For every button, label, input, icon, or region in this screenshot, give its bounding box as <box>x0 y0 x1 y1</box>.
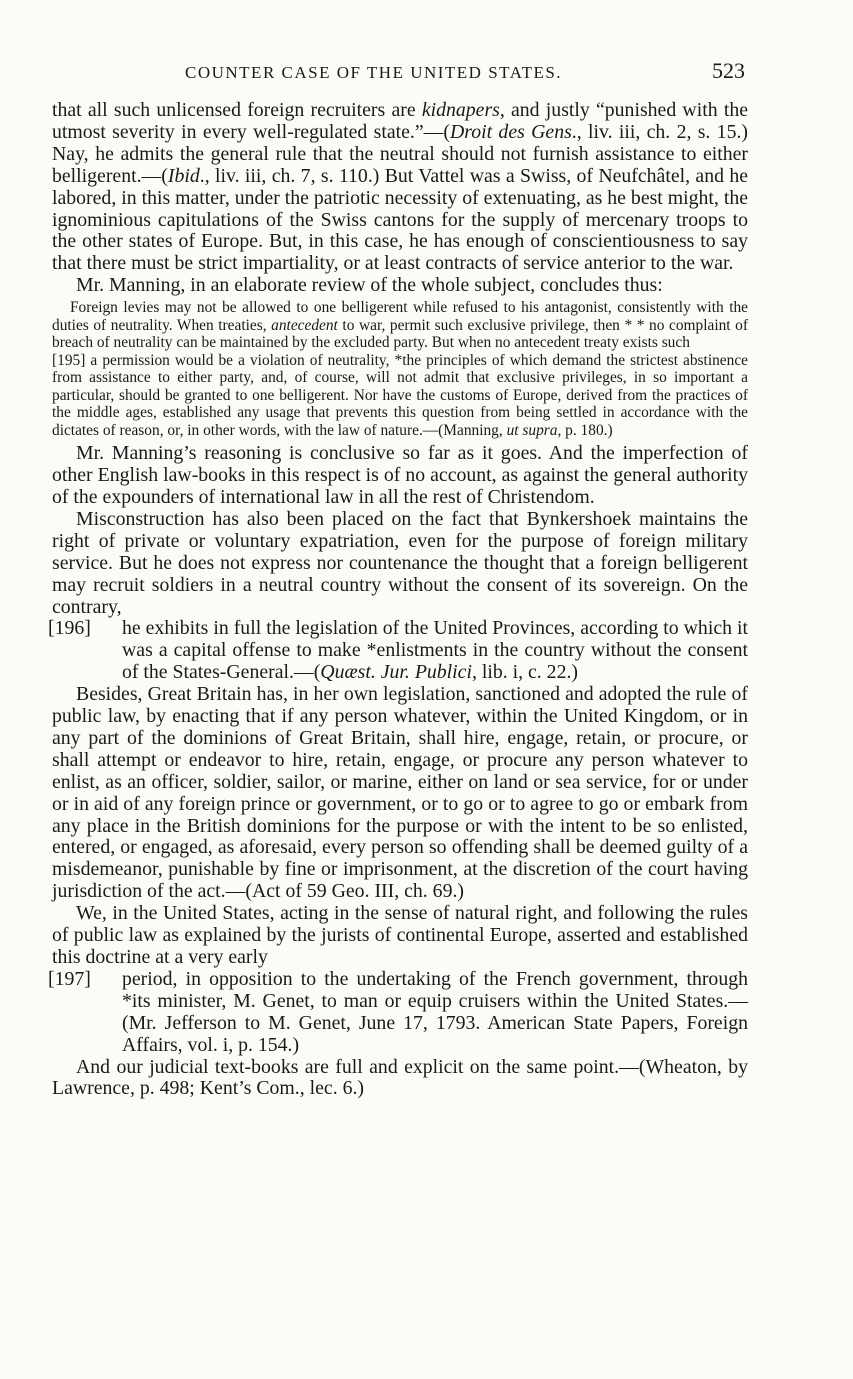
body-text <box>48 99 749 1100</box>
paragraph-united-states-continued: [197] period, in opposition to the undertaking of the French government, through *its minister, M. Genet, to man or equip cruisers within the United States.—(Mr. Jefferson to M. Genet, June 17, 1793. American State Papers, Foreign Affairs, vol. i, p. 154.) <box>48 967 748 1056</box>
paragraph-united-states: We, in the United States, acting in the sense of natural right, and following the rules of public law as explained by the jurists of continental Europe, asserted and established this doctrine at a very early <box>52 902 748 968</box>
margin-number-196: [196] <box>48 617 91 640</box>
page-number: 523 <box>712 58 745 83</box>
running-head <box>0 58 853 88</box>
margin-number-195: [195] <box>52 351 86 369</box>
margin-number-197: [197] <box>48 967 91 990</box>
running-head-title: COUNTER CASE OF THE UNITED STATES. <box>185 63 563 82</box>
paragraph-great-britain: Besides, Great Britain has, in her own legislation, sanctioned and adopted the rule of public law, by enacting that if any person whatever, within the United Kingdom, or in any part of the dominions of Great Britain, shall hire, engage, retain, or procure, or shall attempt or endeavor to hire, retain, engage, or procure any person whatever to enlist, as an officer, soldier, sailor, or marine, either on land or sea service, for or under or in aid of any foreign prince or government, or to go or to agree to go or embark from any place in the British dominions for the purpose or with the intent to be so enlisted, entered, or engaged, as aforesaid, every person so offending shall be deemed guilty of a misdemeanor, punishable by fine or imprisonment, at the discretion of the court having jurisdiction of the act.—(Act of 59 Geo. III, ch. 69.) <box>52 683 748 903</box>
paragraph-manning-intro: Mr. Manning, in an elaborate review of the whole subject, concludes thus: <box>76 274 663 297</box>
paragraph-bynkershoek: Misconstruction has also been placed on the fact that Bynkershoek maintains the right of private or voluntary expatriation, even for the purpose of foreign military service. But he does not express nor countenance the thought that a foreign belligerent may recruit soldiers in a neutral country without the consent of its sovereign. On the contrary, <box>52 507 748 618</box>
paragraph-vattel: that all such unlicensed foreign recruiters are kidnapers, and justly “punished with the utmost severity in every well-regulated state.”—(Droit des Gens., liv. iii, ch. 2, s. 15.) Nay, he admits the general rule that the neutral should not furnish assistance to either belligerent.—(Ibid., liv. iii, ch. 7, s. 110.) But Vattel was a Swiss, of Neufchâtel, and he labored, in this matter, under the patriotic necessity of extenuating, as he best might, the ignominious capitulations of the Swiss cantons for the supply of mercenary troops to the other states of Europe. But, in this case, he has enough of conscientiousness to say that there must be strict impartiality, or at least contracts of service anterior to the war. <box>52 99 749 275</box>
quote-part-1: Foreign levies may not be allowed to one belligerent while refused to his antagonist, consistently with the duties of neutrality. When treaties, antecedent to war, permit such exclusive privilege, then * * no complaint of breach of neutrality can be maintained by the excluded party. But when no antecedent treaty exists such <box>52 299 748 352</box>
paragraph-bynkershoek-continued: [196] he exhibits in full the legislation of the United Provinces, according to which it was a capital offense to make *enlistments in the country without the consent of the States-General.—(Quæst. Jur. Publici, lib. i, c. 22.) <box>48 617 748 684</box>
paragraph-manning-conclusion: Mr. Manning’s reasoning is conclusive so far as it goes. And the imperfection of other English law-books in this respect is of no account, as against the general authority of the expounders of international law in all the rest of Christendom. <box>52 442 748 508</box>
quote-part-2: [195] a permission would be a violation of neutrality, *the principles of which demand the strictest abstinence from assistance to either party, and, of course, will not admit that exclusive privileges, in so important a particular, should be granted to one belligerent. Nor have the customs of Europe, derived from the practices of the middle ages, established any usage that prevents this question from being settled in accordance with the dictates of reason, or, in other words, with the law of nature.—(Manning, ut supra, p. 180.) <box>52 351 748 439</box>
block-quote-manning <box>52 299 748 439</box>
paragraph-text-books: And our judicial text-books are full and explicit on the same point.—(Wheaton, by Lawrence, p. 498; Kent’s Com., lec. 6.) <box>52 1055 748 1100</box>
